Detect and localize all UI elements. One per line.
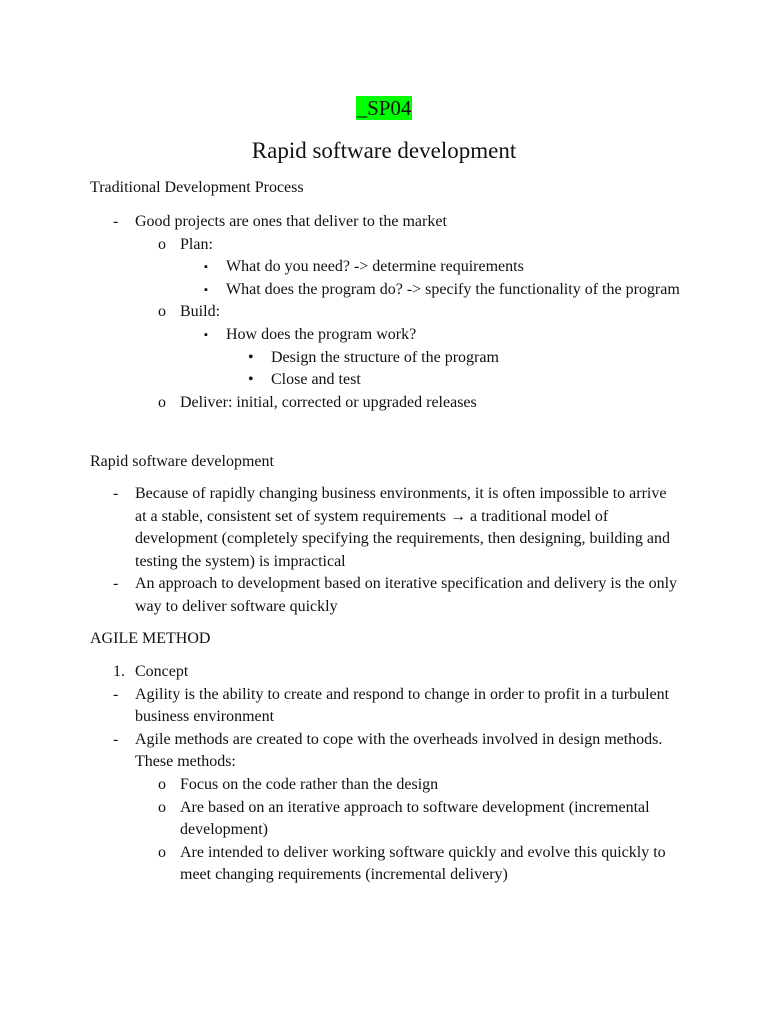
- list-item: [0, 301, 768, 324]
- section-heading-traditional-process: Traditional Development Process: [90, 179, 304, 196]
- list-marker: o: [158, 393, 166, 411]
- list-item-text: Are intended to deliver working software quickly and evolve this quickly to meet changing requirements (incremental delivery): [180, 843, 666, 884]
- list-item-text: Focus on the code rather than the design: [180, 775, 439, 793]
- agile-method-list: [0, 661, 768, 887]
- document-code: _SP04: [356, 96, 412, 120]
- list-marker: 1.: [113, 663, 125, 680]
- list-item: [0, 661, 768, 684]
- list-item-text: Deliver: initial, corrected or upgraded releases: [180, 393, 477, 411]
- list-item-text: Good projects are ones that deliver to the market: [135, 213, 447, 230]
- list-item: [0, 279, 768, 302]
- list-marker: o: [158, 303, 166, 321]
- list-item: [0, 234, 768, 257]
- list-marker: o: [158, 843, 166, 861]
- list-marker: ▪: [204, 283, 208, 296]
- list-item: [0, 347, 768, 370]
- list-item: [0, 729, 768, 774]
- list-item: [0, 774, 768, 797]
- section-heading-rapid-development: Rapid software development: [90, 453, 274, 470]
- list-item: [0, 797, 768, 842]
- list-item-text: Are based on an iterative approach to software development (incremental development): [180, 798, 650, 839]
- list-marker: o: [158, 775, 166, 793]
- list-item-text: Agility is the ability to create and respond to change in order to profit in a turbulent business environment: [135, 685, 670, 726]
- list-item: [0, 392, 768, 415]
- rapid-development-list: [0, 483, 768, 619]
- list-marker: o: [158, 798, 166, 816]
- list-item-text: What does the program do? -> specify the functionality of the program: [226, 280, 680, 298]
- document-code-wrapper: [0, 93, 768, 123]
- list-marker: -: [113, 575, 119, 593]
- section-heading-agile-method: AGILE METHOD: [90, 630, 211, 647]
- list-marker: •: [248, 348, 254, 366]
- list-marker: -: [113, 685, 119, 703]
- list-item: [0, 483, 768, 573]
- list-item-text: Close and test: [271, 371, 361, 389]
- list-marker: ▪: [204, 261, 208, 274]
- list-marker: ▪: [204, 328, 208, 341]
- list-item: [0, 211, 768, 234]
- list-item-text: Because of rapidly changing business environments, it is often impossible to arrive at a stable, consistent set of system requirements → a traditional model of development (completely specifying the requirements, then designing, building and testing the system) is impractical: [135, 485, 670, 570]
- list-item: [0, 684, 768, 729]
- list-item-text: An approach to development based on iterative specification and delivery is the only way to deliver software quickly: [135, 575, 678, 615]
- list-item: [0, 369, 768, 392]
- list-item-text: Concept: [135, 663, 189, 680]
- list-marker: -: [113, 730, 119, 748]
- list-item-text: Plan:: [180, 235, 213, 253]
- list-marker: o: [158, 235, 166, 253]
- list-item: [0, 573, 768, 618]
- traditional-process-list: [0, 211, 768, 414]
- list-item-text: Design the structure of the program: [271, 348, 499, 366]
- list-marker: •: [248, 371, 254, 389]
- list-item: [0, 324, 768, 347]
- list-item-text: What do you need? -> determine requirements: [226, 258, 524, 276]
- document-title: Rapid software development: [251, 138, 517, 163]
- list-marker: -: [113, 213, 119, 230]
- list-item-text: How does the program work?: [226, 325, 417, 343]
- list-marker: -: [113, 485, 119, 502]
- list-item: [0, 256, 768, 279]
- list-item-text: Build:: [180, 303, 221, 321]
- list-item: [0, 842, 768, 887]
- list-item-text: Agile methods are created to cope with the overheads involved in design methods. These methods:: [135, 730, 663, 771]
